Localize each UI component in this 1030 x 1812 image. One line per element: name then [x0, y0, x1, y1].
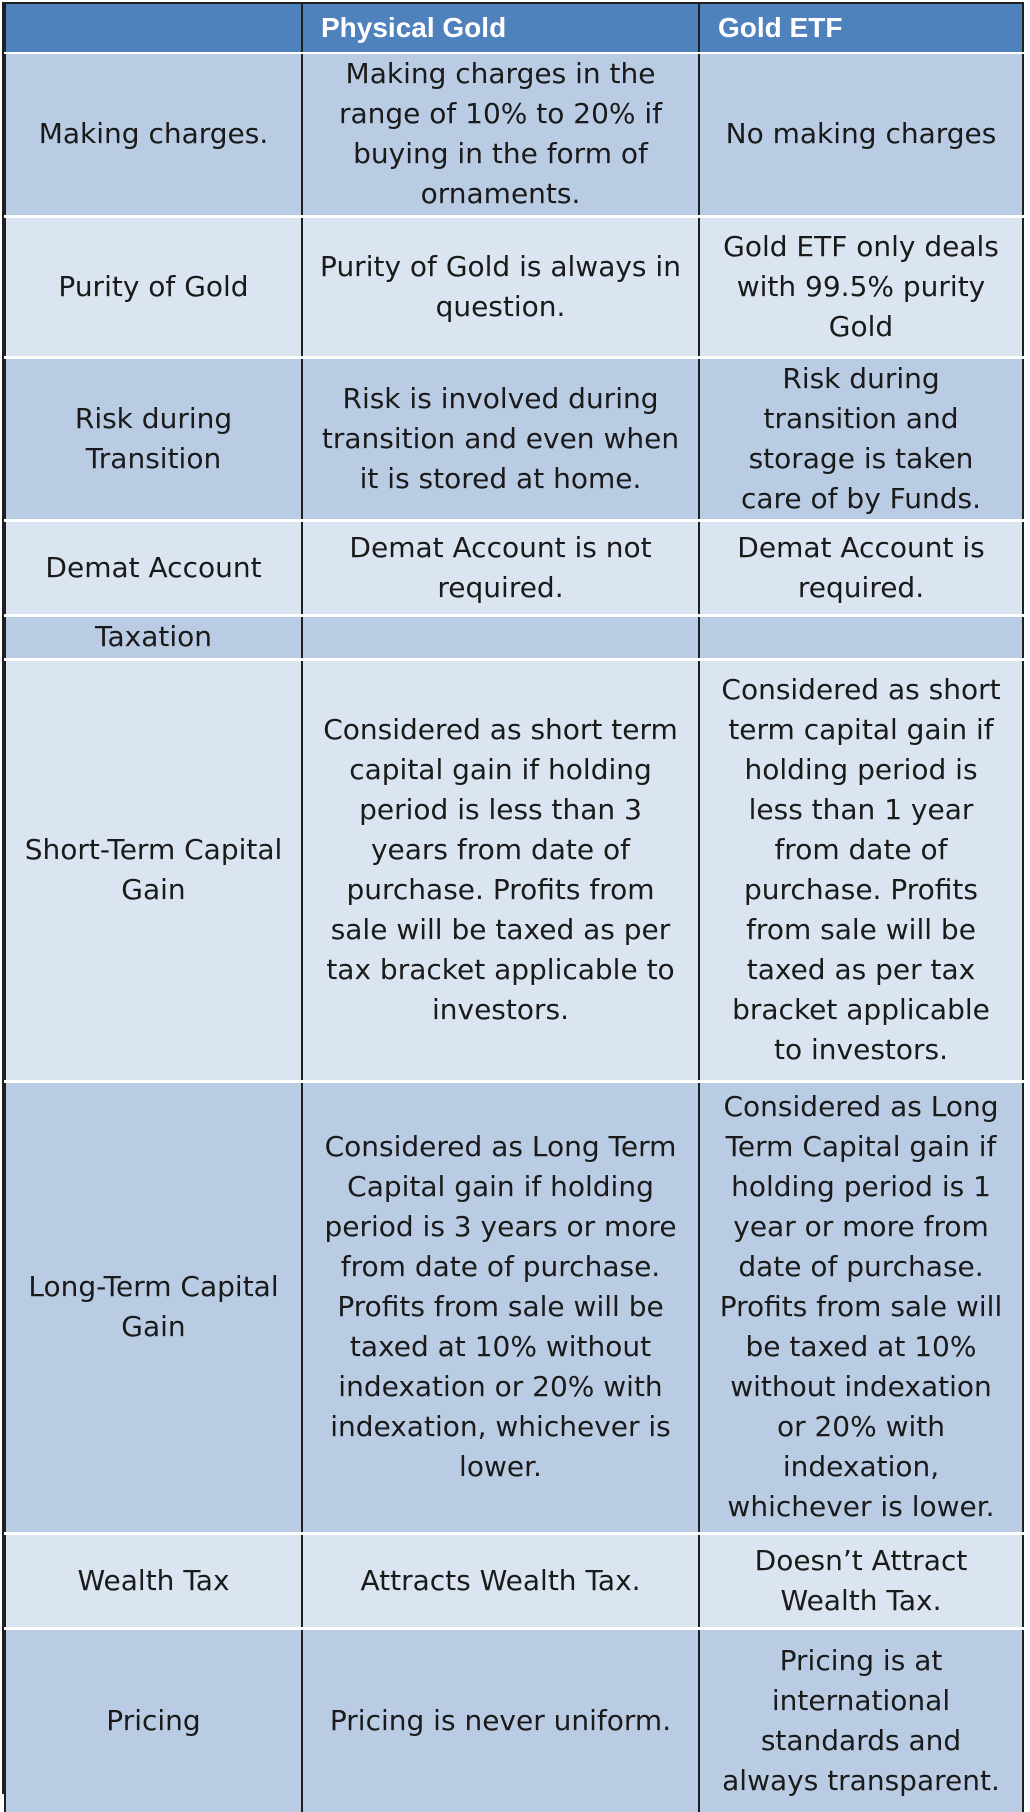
table-row — [5, 216, 1023, 357]
row-label: Demat Account — [5, 520, 302, 615]
table-row — [5, 1081, 1023, 1533]
gold-etf-cell — [699, 615, 1023, 659]
physical-gold-cell: Making charges in the range of 10% to 20% if buying in the form of ornaments. — [302, 53, 699, 216]
gold-comparison-table — [4, 4, 1024, 1812]
gold-etf-cell: Gold ETF only deals with 99.5% purity Gold — [699, 216, 1023, 357]
gold-etf-cell: Considered as short term capital gain if holding period is less than 1 year from date of purchase. Profits from sale will be taxed as per tax bracket applicable to investors. — [699, 659, 1023, 1081]
header-cell-blank — [5, 4, 302, 53]
gold-etf-cell: Demat Account is required. — [699, 520, 1023, 615]
physical-gold-cell: Attracts Wealth Tax. — [302, 1533, 699, 1628]
physical-gold-cell: Considered as Long Term Capital gain if holding period is 3 years or more from date of purchase. Profits from sale will be taxed at 10% without indexation or 20% with indexation, whichever is lower. — [302, 1081, 699, 1533]
row-label: Short-Term Capital Gain — [5, 659, 302, 1081]
section-heading: Taxation — [5, 615, 302, 659]
physical-gold-cell: Risk is involved during transition and even when it is stored at home. — [302, 357, 699, 520]
row-label: Making charges. — [5, 53, 302, 216]
row-label: Pricing — [5, 1628, 302, 1812]
row-label: Long-Term Capital Gain — [5, 1081, 302, 1533]
header-cell-gold-etf: Gold ETF — [699, 4, 1023, 53]
row-label: Risk during Transition — [5, 357, 302, 520]
gold-etf-cell: Considered as Long Term Capital gain if holding period is 1 year or more from date of purchase. Profits from sale will be taxed at 10% without indexation or 20% with indexation, whichever is lower. — [699, 1081, 1023, 1533]
row-label: Purity of Gold — [5, 216, 302, 357]
table-row — [5, 53, 1023, 216]
gold-etf-cell: Risk during transition and storage is taken care of by Funds. — [699, 357, 1023, 520]
physical-gold-cell: Purity of Gold is always in question. — [302, 216, 699, 357]
physical-gold-cell: Considered as short term capital gain if holding period is less than 3 years from date of purchase. Profits from sale will be taxed as per tax bracket applicable to investors. — [302, 659, 699, 1081]
physical-gold-cell — [302, 615, 699, 659]
table-row — [5, 357, 1023, 520]
table-row — [5, 1628, 1023, 1812]
row-label: Wealth Tax — [5, 1533, 302, 1628]
comparison-table — [2, 2, 1024, 1797]
gold-etf-cell: Doesn’t Attract Wealth Tax. — [699, 1533, 1023, 1628]
table-row — [5, 659, 1023, 1081]
header-row — [5, 4, 1023, 53]
table-row — [5, 520, 1023, 615]
header-cell-physical-gold: Physical Gold — [302, 4, 699, 53]
table-row — [5, 1533, 1023, 1628]
physical-gold-cell: Pricing is never uniform. — [302, 1628, 699, 1812]
gold-etf-cell: No making charges — [699, 53, 1023, 216]
physical-gold-cell: Demat Account is not required. — [302, 520, 699, 615]
table-row-section-taxation — [5, 615, 1023, 659]
gold-etf-cell: Pricing is at international standards and always transparent. — [699, 1628, 1023, 1812]
